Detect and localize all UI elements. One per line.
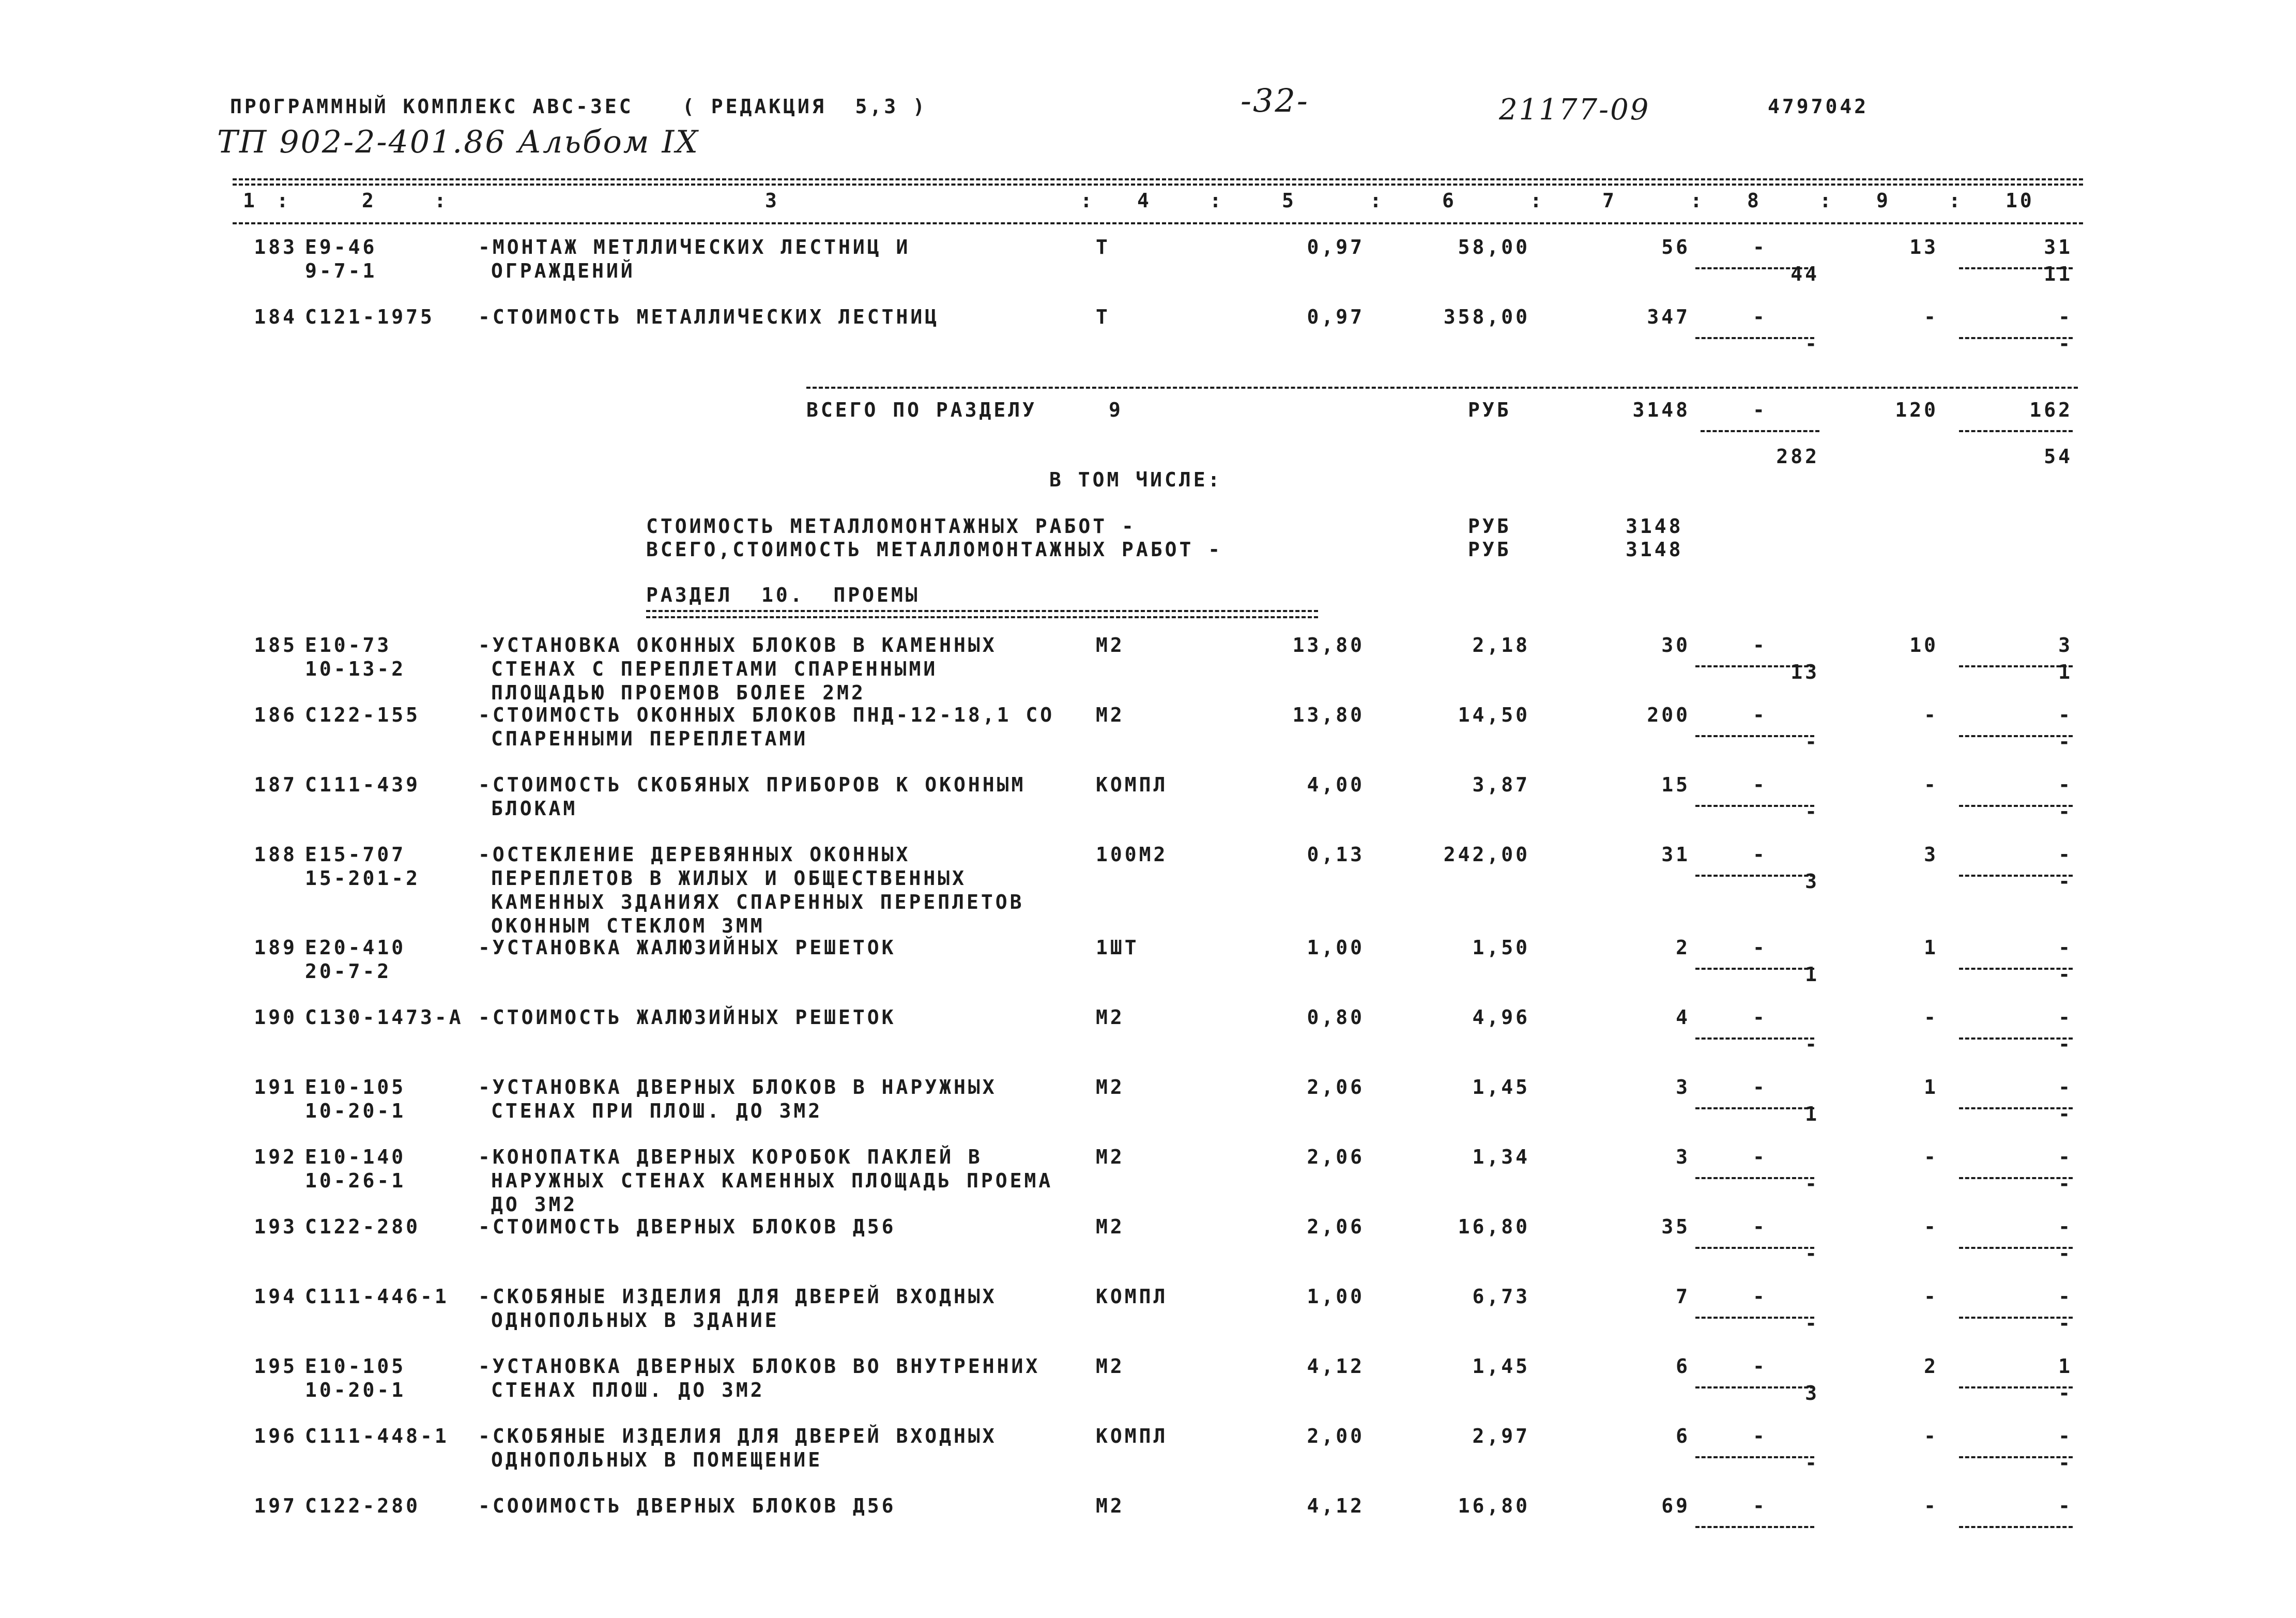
album-handwritten: ТП 902-2-401.86 Альбом IX — [217, 124, 699, 160]
total-rule — [806, 387, 2078, 389]
row-code: С122-280 — [305, 1215, 421, 1238]
row-qty: 0,97 — [1307, 306, 1365, 328]
row-number: 196 — [254, 1425, 297, 1447]
row-col10-lower: - — [2058, 332, 2073, 355]
row-name-2: СТЕНАХ ПЛОШ. ДО 3М2 — [491, 1379, 765, 1401]
row-qty: 2,00 — [1307, 1425, 1365, 1447]
row-col8: - — [1753, 1285, 1767, 1308]
row-total: 31 — [1661, 843, 1690, 866]
col-sep: : — [1080, 189, 1095, 212]
col-3-header: 3 — [765, 189, 779, 212]
col-sep: : — [1690, 189, 1705, 212]
row-code: С130-1473-А — [305, 1006, 464, 1029]
row-col10-lower: - — [2058, 963, 2073, 986]
row-name: -СТОИМОСТЬ ОКОННЫХ БЛОКОВ ПНД-12-18,1 СО — [478, 704, 1055, 726]
row-col8: - — [1753, 306, 1767, 328]
row-col8-lower: 3 — [1805, 870, 1819, 893]
row-qty: 13,80 — [1292, 704, 1365, 726]
incl-line-1: СТОИМОСТЬ МЕТАЛЛОМОНТАЖНЫХ РАБОТ - — [646, 515, 1136, 538]
row-col8-lower: 44 — [1790, 263, 1819, 285]
row-col10: - — [2058, 773, 2073, 796]
col-4-header: 4 — [1137, 189, 1152, 212]
row-col9: - — [1924, 1425, 1938, 1447]
row-col9: - — [1924, 1285, 1938, 1308]
row-name: -УСТАНОВКА ДВЕРНЫХ БЛОКОВ В НАРУЖНЫХ — [478, 1076, 997, 1098]
row-number: 195 — [254, 1355, 297, 1378]
document-number: 4797042 — [1768, 95, 1869, 118]
col-5-header: 5 — [1282, 189, 1296, 212]
col8-divider — [1701, 430, 1819, 432]
row-number: 184 — [254, 306, 297, 328]
row-name: -СТОИМОСТЬ СКОБЯНЫХ ПРИБОРОВ К ОКОННЫМ — [478, 773, 1026, 796]
row-col8: - — [1753, 936, 1767, 959]
row-number: 189 — [254, 936, 297, 959]
row-unit: М2 — [1096, 1146, 1125, 1168]
row-unit: М2 — [1096, 1006, 1125, 1029]
row-unit: М2 — [1096, 1494, 1125, 1517]
row-name: -МОНТАЖ МЕТЛЛИЧЕСКИХ ЛЕСТНИЦ И — [478, 236, 911, 258]
row-name: -СТОИМОСТЬ МЕТАЛЛИЧЕСКИХ ЛЕСТНИЦ — [478, 306, 940, 328]
row-price: 1,45 — [1472, 1076, 1530, 1098]
row-col8-lower: - — [1805, 1242, 1819, 1265]
row-code: С121-1975 — [305, 306, 435, 328]
row-price: 6,73 — [1472, 1285, 1530, 1308]
row-code-2: 15-201-2 — [305, 867, 421, 890]
row-unit: КОМПЛ — [1096, 773, 1168, 796]
row-unit: 100М2 — [1096, 843, 1168, 866]
row-total: 30 — [1661, 634, 1690, 657]
row-number: 187 — [254, 773, 297, 796]
row-col10: 31 — [2044, 236, 2073, 258]
row-col10: - — [2058, 936, 2073, 959]
row-col10-divider — [1959, 1526, 2073, 1528]
row-col10: 1 — [2058, 1355, 2073, 1378]
row-code: С111-448-1 — [305, 1425, 449, 1447]
row-col8: - — [1753, 1425, 1767, 1447]
row-total: 347 — [1647, 306, 1690, 328]
section-total-unit: РУБ — [1468, 399, 1511, 421]
row-name: -СКОБЯНЫЕ ИЗДЕЛИЯ ДЛЯ ДВЕРЕЙ ВХОДНЫХ — [478, 1285, 997, 1308]
row-col10: - — [2058, 1076, 2073, 1098]
row-col10: - — [2058, 1215, 2073, 1238]
row-name: -СТОИМОСТЬ ЖАЛЮЗИЙНЫХ РЕШЕТОК — [478, 1006, 896, 1029]
row-col9: 3 — [1924, 843, 1938, 866]
row-name-2: СТЕНАХ ПРИ ПЛОШ. ДО 3М2 — [491, 1100, 823, 1122]
row-name-3: ДО 3М2 — [491, 1193, 578, 1216]
row-col8-lower: - — [1805, 730, 1819, 753]
header-top-rule — [233, 178, 2083, 180]
row-col8: - — [1753, 1494, 1767, 1517]
row-code-2: 9-7-1 — [305, 260, 377, 282]
row-price: 242,00 — [1443, 843, 1530, 866]
row-total: 3 — [1676, 1076, 1690, 1098]
row-col10: - — [2058, 1425, 2073, 1447]
row-name-2: БЛОКАМ — [491, 797, 578, 820]
section-total-col9: 120 — [1895, 399, 1938, 421]
row-qty: 1,00 — [1307, 936, 1365, 959]
row-unit: М2 — [1096, 1355, 1125, 1378]
row-col10: - — [2058, 1146, 2073, 1168]
row-unit: Т — [1096, 236, 1110, 258]
row-name: -СКОБЯНЫЕ ИЗДЕЛИЯ ДЛЯ ДВЕРЕЙ ВХОДНЫХ — [478, 1425, 997, 1447]
row-name-2: ОДНОПОЛЬНЫХ В ПОМЕЩЕНИЕ — [491, 1448, 823, 1471]
row-col10: - — [2058, 704, 2073, 726]
row-code: Е10-105 — [305, 1355, 406, 1378]
row-price: 2,97 — [1472, 1425, 1530, 1447]
row-col10-lower: - — [2058, 730, 2073, 753]
row-col8: - — [1753, 1355, 1767, 1378]
row-price: 16,80 — [1458, 1215, 1530, 1238]
row-col8-lower: 13 — [1790, 661, 1819, 683]
row-qty: 0,97 — [1307, 236, 1365, 258]
row-name: -СООИМОСТЬ ДВЕРНЫХ БЛОКОВ Д56 — [478, 1494, 896, 1517]
row-col8-lower: - — [1805, 1172, 1819, 1195]
row-col9: - — [1924, 1215, 1938, 1238]
row-col8-lower: - — [1805, 332, 1819, 355]
incl-line-2: ВСЕГО,СТОИМОСТЬ МЕТАЛЛОМОНТАЖНЫХ РАБОТ - — [646, 538, 1223, 561]
row-col10-lower: - — [2058, 800, 2073, 823]
row-col9: 1 — [1924, 936, 1938, 959]
row-name-2: ПЕРЕПЛЕТОВ В ЖИЛЫХ И ОБЩЕСТВЕННЫХ — [491, 867, 967, 890]
row-unit: КОМПЛ — [1096, 1285, 1168, 1308]
row-price: 4,96 — [1472, 1006, 1530, 1029]
row-name: -КОНОПАТКА ДВЕРНЫХ КОРОБОК ПАКЛЕЙ В — [478, 1146, 983, 1168]
edition-label: ( РЕДАКЦИЯ 5,3 ) — [682, 95, 927, 118]
col-sep: : — [1530, 189, 1544, 212]
row-qty: 4,12 — [1307, 1355, 1365, 1378]
col-8-header: 8 — [1747, 189, 1762, 212]
row-name-2: ОГРАЖДЕНИЙ — [491, 260, 635, 282]
row-price: 358,00 — [1443, 306, 1530, 328]
row-code: Е9-46 — [305, 236, 377, 258]
row-number: 185 — [254, 634, 297, 657]
row-code: Е20-410 — [305, 936, 406, 959]
header-top-rule-2 — [233, 184, 2083, 186]
row-col8: - — [1753, 1146, 1767, 1168]
row-total: 4 — [1676, 1006, 1690, 1029]
row-price: 58,00 — [1458, 236, 1530, 258]
row-total: 56 — [1661, 236, 1690, 258]
row-col10: - — [2058, 1006, 2073, 1029]
row-code: С122-280 — [305, 1494, 421, 1517]
row-col9: - — [1924, 306, 1938, 328]
row-total: 3 — [1676, 1146, 1690, 1168]
col10-divider — [1959, 430, 2073, 432]
row-col10-lower: 11 — [2044, 263, 2073, 285]
section-total-col8: - — [1753, 399, 1767, 421]
row-code: С111-446-1 — [305, 1285, 449, 1308]
col-sep: : — [277, 189, 291, 212]
page-number: -32- — [1241, 82, 1309, 119]
row-col9: - — [1924, 773, 1938, 796]
row-code-2: 10-20-1 — [305, 1100, 406, 1122]
program-title: ПРОГРАММНЫЙ КОМПЛЕКС АВС-ЗЕС — [230, 95, 634, 118]
row-col8: - — [1753, 634, 1767, 657]
row-col8: - — [1753, 843, 1767, 866]
row-col10-lower: - — [2058, 1033, 2073, 1056]
row-qty: 1,00 — [1307, 1285, 1365, 1308]
row-name-3: КАМЕННЫХ ЗДАНИЯХ СПАРЕННЫХ ПЕРЕПЛЕТОВ — [491, 891, 1024, 913]
incl-value-2: 3148 — [1626, 538, 1683, 561]
row-price: 2,18 — [1472, 634, 1530, 657]
col-1-header: 1 — [243, 189, 257, 212]
row-total: 200 — [1647, 704, 1690, 726]
row-name-4: ОКОННЫМ СТЕКЛОМ 3ММ — [491, 914, 765, 937]
row-number: 194 — [254, 1285, 297, 1308]
row-col9: 10 — [1909, 634, 1938, 657]
col-sep: : — [434, 189, 449, 212]
row-col9: - — [1924, 1146, 1938, 1168]
row-name-2: СТЕНАХ С ПЕРЕПЛЕТАМИ СПАРЕННЫМИ — [491, 658, 938, 680]
row-name-2: СПАРЕННЫМИ ПЕРЕПЛЕТАМИ — [491, 727, 808, 750]
incl-unit-1: РУБ — [1468, 515, 1511, 538]
col-6-header: 6 — [1442, 189, 1457, 212]
row-unit: М2 — [1096, 1215, 1125, 1238]
row-qty: 13,80 — [1292, 634, 1365, 657]
row-col9: - — [1924, 1494, 1938, 1517]
col-sep: : — [1210, 189, 1224, 212]
row-col8-lower: 1 — [1805, 963, 1819, 986]
row-col10-lower: - — [2058, 1312, 2073, 1335]
row-col8-lower: - — [1805, 800, 1819, 823]
incl-unit-2: РУБ — [1468, 538, 1511, 561]
section-total-col10: 162 — [2029, 399, 2073, 421]
document-code: 21177-09 — [1499, 93, 1650, 127]
row-total: 6 — [1676, 1425, 1690, 1447]
row-col10-lower: 1 — [2058, 661, 2073, 683]
section-total-sum: 3148 — [1632, 399, 1690, 421]
row-total: 35 — [1661, 1215, 1690, 1238]
row-code: Е10-105 — [305, 1076, 406, 1098]
row-unit: КОМПЛ — [1096, 1425, 1168, 1447]
row-price: 1,50 — [1472, 936, 1530, 959]
row-unit: М2 — [1096, 704, 1125, 726]
row-total: 69 — [1661, 1494, 1690, 1517]
row-col10: - — [2058, 306, 2073, 328]
row-col8-divider — [1695, 1526, 1814, 1528]
row-col8: - — [1753, 704, 1767, 726]
row-col8-lower: 3 — [1805, 1382, 1819, 1405]
row-qty: 4,12 — [1307, 1494, 1365, 1517]
row-col8-lower: - — [1805, 1312, 1819, 1335]
row-code-2: 10-20-1 — [305, 1379, 406, 1401]
row-name: -ОСТЕКЛЕНИЕ ДЕРЕВЯННЫХ ОКОННЫХ — [478, 843, 911, 866]
row-price: 16,80 — [1458, 1494, 1530, 1517]
section-total-label: ВСЕГО ПО РАЗДЕЛУ — [806, 399, 1037, 421]
row-col10: - — [2058, 1494, 2073, 1517]
row-col10-lower: - — [2058, 870, 2073, 893]
row-col10-lower: - — [2058, 1382, 2073, 1405]
row-col10: - — [2058, 843, 2073, 866]
row-name-3: ПЛОЩАДЬЮ ПРОЕМОВ БОЛЕЕ 2М2 — [491, 681, 866, 704]
row-code-2: 10-26-1 — [305, 1169, 406, 1192]
row-code-2: 10-13-2 — [305, 658, 406, 680]
section-title: РАЗДЕЛ 10. ПРОЕМЫ — [646, 584, 920, 606]
col-2-header: 2 — [362, 189, 376, 212]
row-unit: 1ШТ — [1096, 936, 1139, 959]
incl-value-1: 3148 — [1626, 515, 1683, 538]
row-unit: Т — [1096, 306, 1110, 328]
row-price: 1,45 — [1472, 1355, 1530, 1378]
row-col8: - — [1753, 236, 1767, 258]
row-price: 3,87 — [1472, 773, 1530, 796]
row-name-2: ОДНОПОЛЬНЫХ В ЗДАНИЕ — [491, 1309, 779, 1332]
row-number: 192 — [254, 1146, 297, 1168]
row-col8-lower: - — [1805, 1452, 1819, 1474]
row-name: -СТОИМОСТЬ ДВЕРНЫХ БЛОКОВ Д56 — [478, 1215, 896, 1238]
row-unit: М2 — [1096, 1076, 1125, 1098]
header-bottom-rule — [233, 222, 2083, 224]
row-qty: 0,13 — [1307, 843, 1365, 866]
row-code-2: 20-7-2 — [305, 960, 392, 983]
row-qty: 2,06 — [1307, 1076, 1365, 1098]
col-10-header: 10 — [2006, 189, 2034, 212]
row-number: 186 — [254, 704, 297, 726]
row-col10-lower: - — [2058, 1103, 2073, 1125]
row-col8: - — [1753, 1076, 1767, 1098]
row-col8-lower: - — [1805, 1033, 1819, 1056]
row-number: 190 — [254, 1006, 297, 1029]
col-sep: : — [1819, 189, 1834, 212]
row-code: Е10-73 — [305, 634, 392, 657]
row-col10: - — [2058, 1285, 2073, 1308]
row-number: 183 — [254, 236, 297, 258]
row-unit: М2 — [1096, 634, 1125, 657]
row-total: 6 — [1676, 1355, 1690, 1378]
row-total: 15 — [1661, 773, 1690, 796]
row-number: 191 — [254, 1076, 297, 1098]
row-qty: 0,80 — [1307, 1006, 1365, 1029]
col-sep: : — [1370, 189, 1384, 212]
row-name: -УСТАНОВКА ОКОННЫХ БЛОКОВ В КАМЕННЫХ — [478, 634, 997, 657]
row-number: 188 — [254, 843, 297, 866]
row-code: С122-155 — [305, 704, 421, 726]
row-code: Е10-140 — [305, 1146, 406, 1168]
row-col10: 3 — [2058, 634, 2073, 657]
row-qty: 2,06 — [1307, 1215, 1365, 1238]
col-sep: : — [1949, 189, 1963, 212]
row-qty: 4,00 — [1307, 773, 1365, 796]
row-col10-lower: - — [2058, 1172, 2073, 1195]
col-7-header: 7 — [1602, 189, 1617, 212]
row-number: 197 — [254, 1494, 297, 1517]
row-number: 193 — [254, 1215, 297, 1238]
row-col10-lower: - — [2058, 1242, 2073, 1265]
row-price: 14,50 — [1458, 704, 1530, 726]
row-col8-lower: 1 — [1805, 1103, 1819, 1125]
row-col9: 2 — [1924, 1355, 1938, 1378]
row-col9: 13 — [1909, 236, 1938, 258]
section-title-underline — [646, 610, 1318, 618]
row-name-2: НАРУЖНЫХ СТЕНАХ КАМЕННЫХ ПЛОЩАДЬ ПРОЕМА — [491, 1169, 1053, 1192]
incl-label: В ТОМ ЧИСЛЕ: — [1049, 468, 1222, 491]
row-col8: - — [1753, 773, 1767, 796]
row-col10-lower: - — [2058, 1452, 2073, 1474]
row-total: 7 — [1676, 1285, 1690, 1308]
section-total-col8b: 282 — [1776, 445, 1819, 468]
row-col9: 1 — [1924, 1076, 1938, 1098]
section-total-col10b: 54 — [2044, 445, 2073, 468]
row-price: 1,34 — [1472, 1146, 1530, 1168]
col-9-header: 9 — [1876, 189, 1891, 212]
row-col9: - — [1924, 704, 1938, 726]
section-total-number: 9 — [1109, 399, 1123, 421]
row-col8: - — [1753, 1215, 1767, 1238]
row-total: 2 — [1676, 936, 1690, 959]
row-name: -УСТАНОВКА ДВЕРНЫХ БЛОКОВ ВО ВНУТРЕННИХ — [478, 1355, 1040, 1378]
row-code: Е15-707 — [305, 843, 406, 866]
row-col8: - — [1753, 1006, 1767, 1029]
row-qty: 2,06 — [1307, 1146, 1365, 1168]
row-name: -УСТАНОВКА ЖАЛЮЗИЙНЫХ РЕШЕТОК — [478, 936, 896, 959]
row-col9: - — [1924, 1006, 1938, 1029]
row-code: С111-439 — [305, 773, 421, 796]
